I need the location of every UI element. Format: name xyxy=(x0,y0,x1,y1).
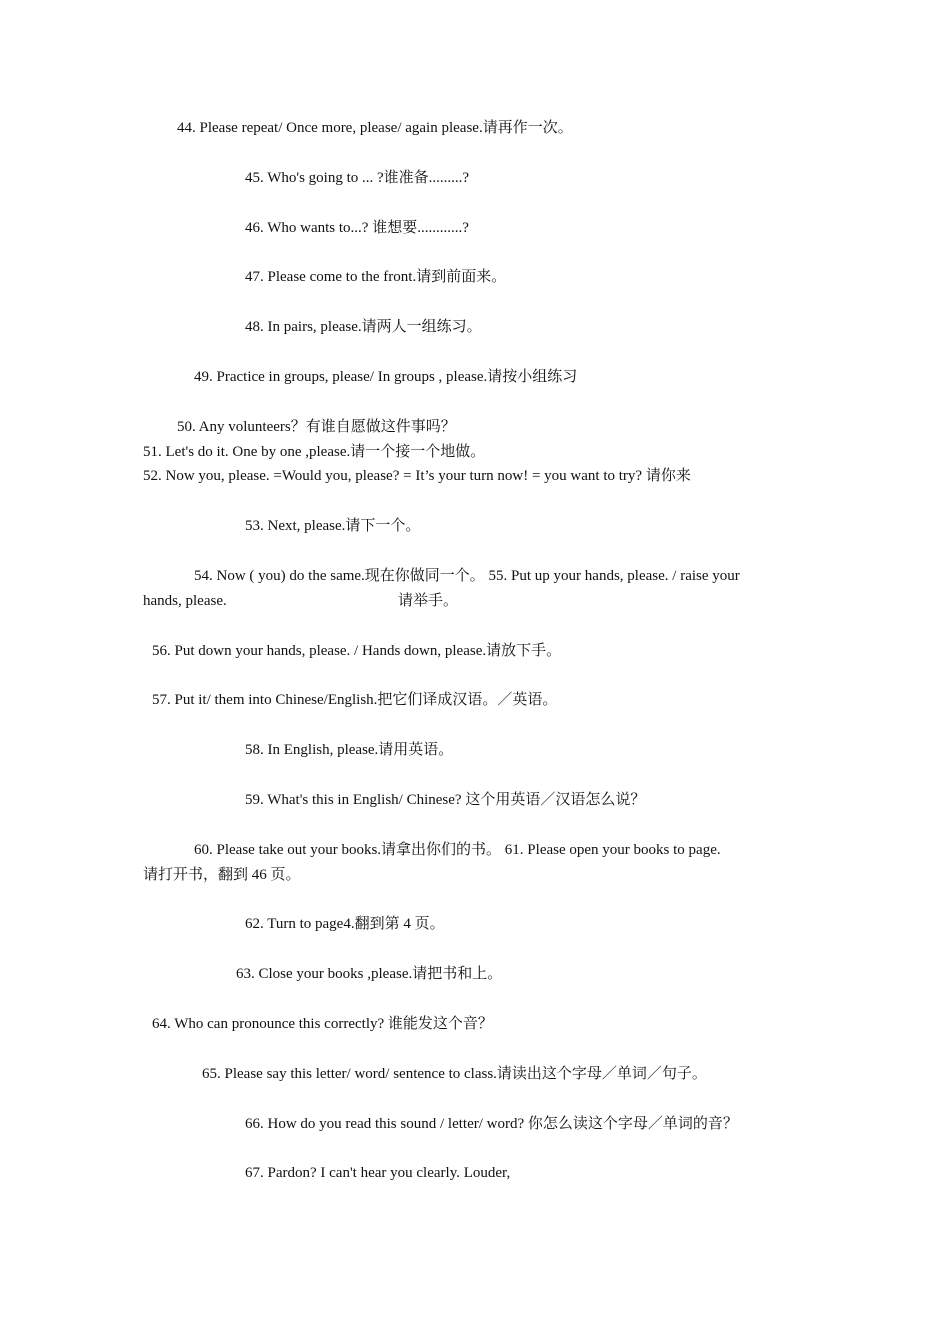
phrase-66: 66. How do you read this sound / letter/ word? 你怎么读这个字母／单词的音？ xyxy=(245,1116,738,1132)
phrase-67: 67. Pardon? I can't hear you clearly. Louder, xyxy=(245,1165,511,1181)
phrase-44: 44. Please repeat/ Once more, please/ again please.请再作一次。 xyxy=(177,120,573,136)
phrase-51: 51. Let's do it. One by one ,please.请一个接一个地做。 xyxy=(143,444,486,460)
phrase-63: 63. Close your books ,please.请把书和上。 xyxy=(236,966,503,982)
phrase-55-translation: 请举手。 xyxy=(398,593,459,609)
phrase-50: 50. Any volunteers？有谁自愿做这件事吗？ xyxy=(177,419,456,435)
phrase-61-continued: 请打开书，翻到 46 页。 xyxy=(143,867,301,883)
phrase-65: 65. Please say this letter/ word/ sentence to class.请读出这个字母／单词／句子。 xyxy=(202,1066,707,1082)
phrase-46: 46. Who wants to...? 谁想要............? xyxy=(245,220,469,236)
phrase-62: 62. Turn to page4.翻到第 4 页。 xyxy=(245,916,445,932)
phrase-47: 47. Please come to the front.请到前面来。 xyxy=(245,269,507,285)
phrase-55-continued: hands, please. xyxy=(143,593,227,609)
phrase-58: 58. In English, please.请用英语。 xyxy=(245,742,454,758)
phrase-54-55: 54. Now ( you) do the same.现在你做同一个。 55. Put up your hands, please. / raise your xyxy=(194,568,740,584)
phrase-59: 59. What's this in English/ Chinese? 这个用英语／汉语怎么说？ xyxy=(245,792,646,808)
phrase-52: 52. Now you, please. =Would you, please? = It’s your turn now! = you want to try? 请你来 xyxy=(143,468,691,484)
phrase-49: 49. Practice in groups, please/ In groups , please.请按小组练习 xyxy=(194,369,578,385)
phrase-60-61: 60. Please take out your books.请拿出你们的书。 61. Please open your books to page. xyxy=(194,842,721,858)
phrase-53: 53. Next, please.请下一个。 xyxy=(245,518,421,534)
phrase-64: 64. Who can pronounce this correctly? 谁能发这个音？ xyxy=(152,1016,493,1032)
phrase-48: 48. In pairs, please.请两人一组练习。 xyxy=(245,319,482,335)
phrase-56: 56. Put down your hands, please. / Hands down, please.请放下手。 xyxy=(152,643,562,659)
phrase-57: 57. Put it/ them into Chinese/English.把它们译成汉语。／英语。 xyxy=(152,692,558,708)
phrase-45: 45. Who's going to ... ?谁准备.........? xyxy=(245,170,470,186)
